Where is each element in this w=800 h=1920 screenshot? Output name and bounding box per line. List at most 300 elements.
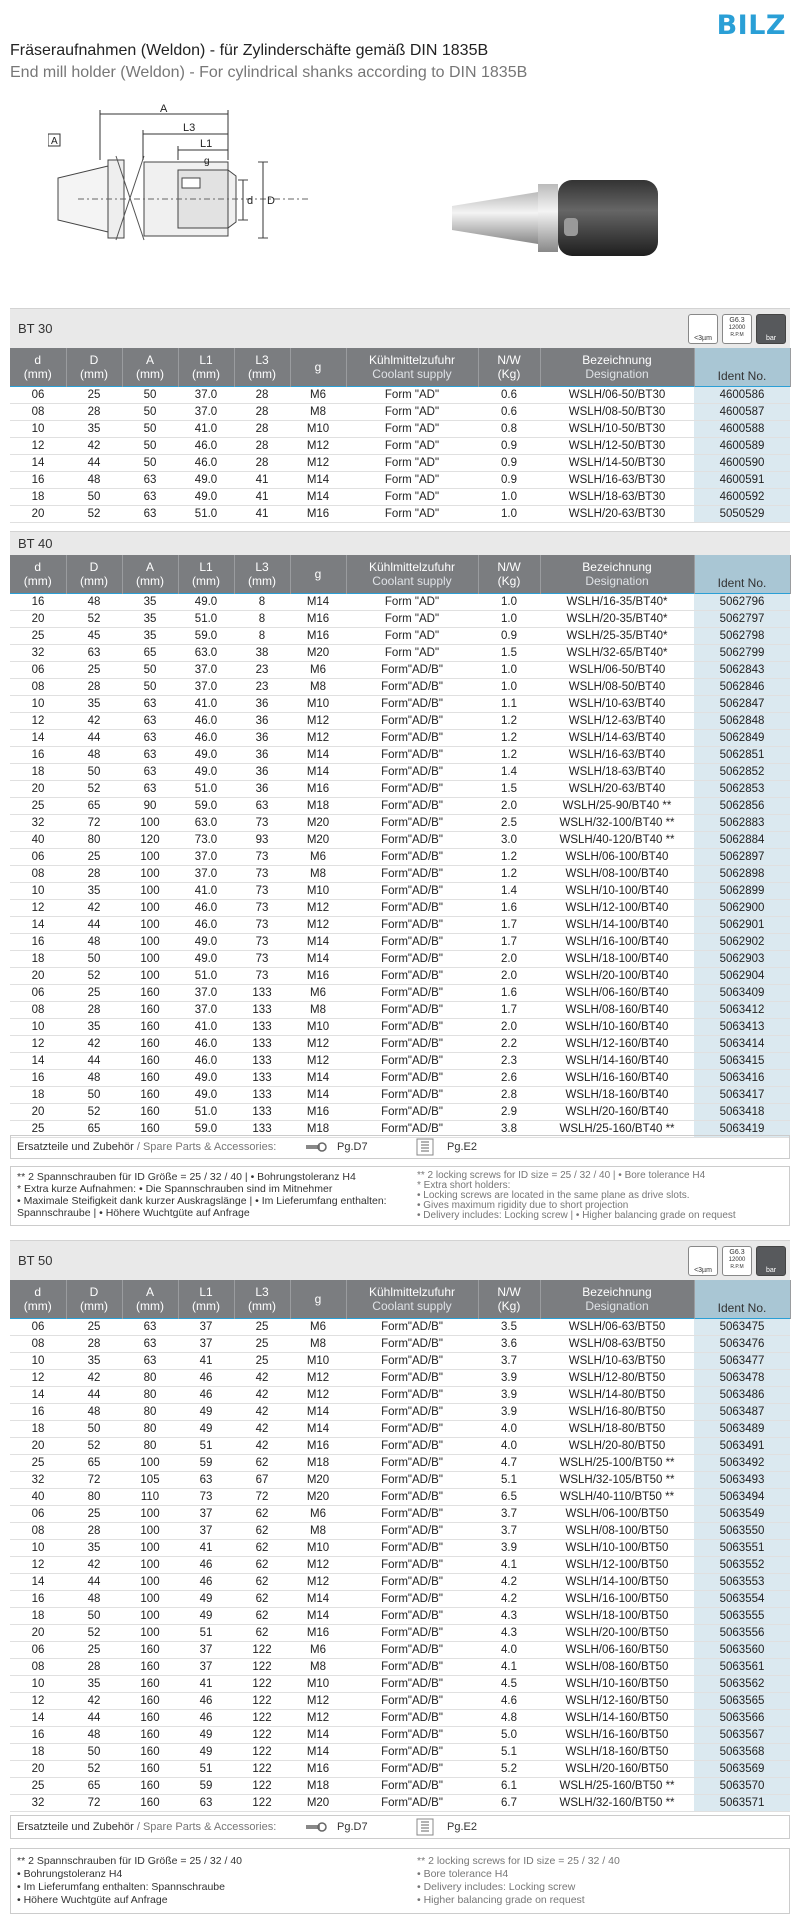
col-weight-cell: 1.7 <box>478 933 540 950</box>
col-g-cell: M8 <box>290 1522 346 1539</box>
col-designation-cell: WSLH/18-160/BT50 <box>540 1743 694 1760</box>
table-row <box>10 1709 790 1726</box>
table-row <box>10 1318 790 1335</box>
col-l3-cell: 8 <box>234 627 290 644</box>
spare-page-link-2[interactable]: Pg.E2 <box>447 1821 477 1833</box>
col-a-cell: 100 <box>122 1624 178 1641</box>
col-coolant-cell: Form"AD/B" <box>346 661 478 678</box>
col-d-cell: 12 <box>10 1369 66 1386</box>
col-big-d-header: D (mm) <box>66 1280 122 1318</box>
col-a-cell: 63 <box>122 1318 178 1335</box>
col-ident-cell: 5062846 <box>694 678 790 695</box>
col-designation-cell: WSLH/20-35/BT40* <box>540 610 694 627</box>
col-designation-cell: WSLH/08-160/BT50 <box>540 1658 694 1675</box>
col-a-cell: 160 <box>122 1120 178 1137</box>
spec-icons <box>688 1246 786 1276</box>
col-l1-cell: 41.0 <box>178 882 234 899</box>
col-big-d-cell: 52 <box>66 780 122 797</box>
col-big-d-cell: 35 <box>66 1539 122 1556</box>
col-g-cell: M20 <box>290 644 346 661</box>
col-coolant-cell: Form"AD/B" <box>346 695 478 712</box>
col-l1-cell: 41.0 <box>178 695 234 712</box>
table-row <box>10 797 790 814</box>
col-weight-cell: 2.6 <box>478 1069 540 1086</box>
col-big-d-cell: 48 <box>66 593 122 610</box>
col-a-cell: 160 <box>122 1641 178 1658</box>
col-a-cell: 110 <box>122 1488 178 1505</box>
col-a-cell: 63 <box>122 712 178 729</box>
section-bt30 <box>10 308 790 523</box>
col-big-d-cell: 50 <box>66 950 122 967</box>
col-g-cell: M20 <box>290 1488 346 1505</box>
table-row <box>10 780 790 797</box>
col-l1-header: L1 (mm) <box>178 1280 234 1318</box>
col-ident-cell: 5062856 <box>694 797 790 814</box>
table-row <box>10 848 790 865</box>
col-big-d-cell: 42 <box>66 899 122 916</box>
col-coolant-cell: Form"AD/B" <box>346 1403 478 1420</box>
spare-page-link-2[interactable]: Pg.E2 <box>447 1141 477 1153</box>
section-title: BT 40 <box>18 536 53 551</box>
table-row <box>10 1573 790 1590</box>
col-d-cell: 12 <box>10 437 66 454</box>
col-big-d-cell: 25 <box>66 1641 122 1658</box>
col-designation-cell: WSLH/14-100/BT40 <box>540 916 694 933</box>
col-coolant-cell: Form"AD/B" <box>346 1018 478 1035</box>
col-a-cell: 160 <box>122 1052 178 1069</box>
col-weight-cell: 0.8 <box>478 420 540 437</box>
dim-label-g: g <box>204 156 210 167</box>
col-ident-cell: 5063550 <box>694 1522 790 1539</box>
col-g-cell: M14 <box>290 1590 346 1607</box>
col-l3-cell: 36 <box>234 780 290 797</box>
col-big-d-cell: 42 <box>66 1556 122 1573</box>
col-ident-cell: 5063493 <box>694 1471 790 1488</box>
col-d-cell: 25 <box>10 1120 66 1137</box>
col-coolant-cell: Form "AD" <box>346 505 478 522</box>
col-designation-header: Bezeichnung Designation <box>540 1280 694 1318</box>
col-l3-cell: 28 <box>234 386 290 403</box>
col-weight-cell: 3.8 <box>478 1120 540 1137</box>
col-weight-cell: 2.3 <box>478 1052 540 1069</box>
col-coolant-cell: Form"AD/B" <box>346 1641 478 1658</box>
col-ident-cell: 5063555 <box>694 1607 790 1624</box>
page-subtitle: End mill holder (Weldon) - For cylindrical shanks according to DIN 1835B <box>10 64 528 81</box>
col-g-cell: M20 <box>290 1794 346 1811</box>
col-d-cell: 08 <box>10 403 66 420</box>
col-l3-cell: 133 <box>234 1035 290 1052</box>
col-coolant-cell: Form "AD" <box>346 627 478 644</box>
col-l1-cell: 41 <box>178 1352 234 1369</box>
col-l1-cell: 46 <box>178 1692 234 1709</box>
col-l3-cell: 122 <box>234 1641 290 1658</box>
table-row <box>10 814 790 831</box>
col-designation-cell: WSLH/25-100/BT50 ** <box>540 1454 694 1471</box>
col-weight-cell: 6.5 <box>478 1488 540 1505</box>
col-d-cell: 16 <box>10 1403 66 1420</box>
col-coolant-cell: Form "AD" <box>346 420 478 437</box>
col-l1-cell: 49.0 <box>178 933 234 950</box>
col-weight-cell: 5.1 <box>478 1471 540 1488</box>
col-weight-cell: 6.7 <box>478 1794 540 1811</box>
col-a-cell: 63 <box>122 746 178 763</box>
col-l1-cell: 37.0 <box>178 984 234 1001</box>
col-l3-cell: 133 <box>234 1018 290 1035</box>
col-designation-cell: WSLH/12-63/BT40 <box>540 712 694 729</box>
col-weight-cell: 1.2 <box>478 848 540 865</box>
table-row <box>10 471 790 488</box>
col-ident-cell: 5063554 <box>694 1590 790 1607</box>
col-weight-cell: 1.2 <box>478 865 540 882</box>
col-weight-cell: 0.9 <box>478 627 540 644</box>
col-l3-cell: 73 <box>234 848 290 865</box>
col-weight-cell: 4.6 <box>478 1692 540 1709</box>
col-g-cell: M8 <box>290 1001 346 1018</box>
col-weight-cell: 1.0 <box>478 610 540 627</box>
col-designation-cell: WSLH/25-160/BT40 ** <box>540 1120 694 1137</box>
col-a-cell: 100 <box>122 1522 178 1539</box>
col-d-cell: 16 <box>10 1590 66 1607</box>
col-big-d-cell: 48 <box>66 933 122 950</box>
col-l3-cell: 28 <box>234 420 290 437</box>
spare-parts-bar-bt40 <box>10 1135 790 1159</box>
col-d-cell: 12 <box>10 1692 66 1709</box>
col-g-cell: M10 <box>290 1539 346 1556</box>
col-designation-cell: WSLH/16-100/BT50 <box>540 1590 694 1607</box>
col-l1-cell: 49.0 <box>178 471 234 488</box>
col-l1-cell: 49 <box>178 1403 234 1420</box>
spare-label-en: / Spare Parts & Accessories: <box>136 1141 277 1153</box>
col-weight-cell: 3.9 <box>478 1539 540 1556</box>
col-ident-cell: 5063415 <box>694 1052 790 1069</box>
table-row <box>10 1086 790 1103</box>
col-coolant-cell: Form"AD/B" <box>346 1607 478 1624</box>
col-d-cell: 18 <box>10 763 66 780</box>
col-l1-header: L1 (mm) <box>178 348 234 386</box>
col-g-header: g <box>290 1280 346 1318</box>
col-l3-cell: 73 <box>234 933 290 950</box>
col-weight-cell: 4.0 <box>478 1437 540 1454</box>
col-weight-cell: 2.8 <box>478 1086 540 1103</box>
runout-icon: <3µm <box>688 1246 718 1276</box>
col-l3-cell: 73 <box>234 865 290 882</box>
section-header <box>10 308 790 348</box>
col-d-cell: 20 <box>10 780 66 797</box>
col-l1-cell: 59 <box>178 1454 234 1471</box>
col-weight-cell: 2.0 <box>478 950 540 967</box>
section-header <box>10 531 790 555</box>
col-designation-cell: WSLH/06-50/BT30 <box>540 386 694 403</box>
brand-logo: BILZ <box>716 10 786 41</box>
col-designation-cell: WSLH/12-100/BT40 <box>540 899 694 916</box>
col-coolant-cell: Form"AD/B" <box>346 729 478 746</box>
table-row <box>10 899 790 916</box>
col-weight-cell: 4.3 <box>478 1607 540 1624</box>
col-d-cell: 10 <box>10 420 66 437</box>
col-g-cell: M10 <box>290 695 346 712</box>
col-weight-cell: 1.0 <box>478 678 540 695</box>
col-weight-cell: 5.1 <box>478 1743 540 1760</box>
col-coolant-cell: Form"AD/B" <box>346 967 478 984</box>
col-l1-cell: 73.0 <box>178 831 234 848</box>
col-coolant-cell: Form"AD/B" <box>346 1369 478 1386</box>
col-designation-cell: WSLH/10-63/BT40 <box>540 695 694 712</box>
col-d-header: d (mm) <box>10 348 66 386</box>
col-ident-cell: 5063414 <box>694 1035 790 1052</box>
col-coolant-cell: Form"AD/B" <box>346 1539 478 1556</box>
col-big-d-cell: 50 <box>66 763 122 780</box>
col-l3-cell: 36 <box>234 729 290 746</box>
col-designation-cell: WSLH/08-50/BT30 <box>540 403 694 420</box>
col-g-cell: M6 <box>290 984 346 1001</box>
col-g-cell: M18 <box>290 1120 346 1137</box>
col-g-cell: M18 <box>290 797 346 814</box>
col-ident-cell: 5063553 <box>694 1573 790 1590</box>
col-weight-cell: 4.1 <box>478 1658 540 1675</box>
col-d-cell: 14 <box>10 1386 66 1403</box>
col-a-cell: 35 <box>122 627 178 644</box>
col-a-cell: 63 <box>122 1335 178 1352</box>
col-coolant-cell: Form "AD" <box>346 437 478 454</box>
col-d-cell: 08 <box>10 1335 66 1352</box>
col-coolant-cell: Form"AD/B" <box>346 1352 478 1369</box>
col-l3-cell: 25 <box>234 1335 290 1352</box>
col-big-d-cell: 28 <box>66 1522 122 1539</box>
col-g-cell: M12 <box>290 729 346 746</box>
col-ident-cell: 5063568 <box>694 1743 790 1760</box>
col-designation-cell: WSLH/14-100/BT50 <box>540 1573 694 1590</box>
col-l1-cell: 37 <box>178 1658 234 1675</box>
col-big-d-cell: 44 <box>66 454 122 471</box>
col-ident-cell: 5062899 <box>694 882 790 899</box>
col-l1-cell: 63.0 <box>178 644 234 661</box>
col-big-d-header: D (mm) <box>66 555 122 593</box>
col-d-cell: 20 <box>10 1760 66 1777</box>
note-line: • Höhere Wuchtgüte auf Anfrage <box>17 1894 168 1906</box>
col-ident-cell: 5063565 <box>694 1692 790 1709</box>
col-l3-cell: 28 <box>234 437 290 454</box>
table-row <box>10 1103 790 1120</box>
col-l3-cell: 25 <box>234 1318 290 1335</box>
table-row <box>10 831 790 848</box>
col-weight-cell: 4.2 <box>478 1590 540 1607</box>
col-ident-cell: 5062796 <box>694 593 790 610</box>
col-a-cell: 50 <box>122 678 178 695</box>
col-big-d-cell: 65 <box>66 1454 122 1471</box>
col-g-cell: M12 <box>290 1052 346 1069</box>
col-ident-cell: 5063409 <box>694 984 790 1001</box>
col-coolant-cell: Form"AD/B" <box>346 831 478 848</box>
col-l3-cell: 73 <box>234 916 290 933</box>
note-line: • Gives maximum rigidity due to short projection <box>417 1200 629 1211</box>
col-ident-cell: 5062847 <box>694 695 790 712</box>
col-ident-cell: 5063477 <box>694 1352 790 1369</box>
col-l1-cell: 37.0 <box>178 403 234 420</box>
col-coolant-header: Kühlmittelzufuhr Coolant supply <box>346 555 478 593</box>
col-d-cell: 08 <box>10 1522 66 1539</box>
col-ident-cell: 4600586 <box>694 386 790 403</box>
col-ident-cell: 5062797 <box>694 610 790 627</box>
table-row <box>10 1692 790 1709</box>
col-weight-cell: 2.2 <box>478 1035 540 1052</box>
col-designation-cell: WSLH/40-120/BT40 ** <box>540 831 694 848</box>
table-row <box>10 763 790 780</box>
col-l3-header: L3 (mm) <box>234 348 290 386</box>
col-d-cell: 14 <box>10 916 66 933</box>
col-coolant-cell: Form"AD/B" <box>346 950 478 967</box>
col-l3-cell: 62 <box>234 1505 290 1522</box>
col-weight-cell: 0.9 <box>478 454 540 471</box>
col-designation-cell: WSLH/18-63/BT40 <box>540 763 694 780</box>
col-a-cell: 160 <box>122 1743 178 1760</box>
table-row <box>10 712 790 729</box>
spare-page-link-1[interactable]: Pg.D7 <box>337 1821 368 1833</box>
table-row <box>10 627 790 644</box>
col-l3-cell: 42 <box>234 1386 290 1403</box>
col-l1-cell: 37 <box>178 1318 234 1335</box>
col-d-cell: 16 <box>10 593 66 610</box>
col-big-d-cell: 28 <box>66 678 122 695</box>
col-d-cell: 16 <box>10 1069 66 1086</box>
col-l1-cell: 49 <box>178 1420 234 1437</box>
col-ident-cell: 5063552 <box>694 1556 790 1573</box>
col-g-cell: M10 <box>290 420 346 437</box>
col-weight-cell: 2.5 <box>478 814 540 831</box>
col-g-cell: M10 <box>290 1018 346 1035</box>
col-l3-cell: 36 <box>234 763 290 780</box>
col-weight-cell: 1.5 <box>478 780 540 797</box>
col-designation-cell: WSLH/32-100/BT40 ** <box>540 814 694 831</box>
col-g-cell: M10 <box>290 882 346 899</box>
col-coolant-cell: Form"AD/B" <box>346 916 478 933</box>
table-row <box>10 1556 790 1573</box>
col-l1-cell: 49.0 <box>178 593 234 610</box>
col-ident-cell: 4600589 <box>694 437 790 454</box>
table-row <box>10 1539 790 1556</box>
col-g-cell: M12 <box>290 899 346 916</box>
col-d-cell: 10 <box>10 1018 66 1035</box>
col-l1-cell: 46 <box>178 1386 234 1403</box>
col-l3-cell: 122 <box>234 1794 290 1811</box>
col-coolant-cell: Form"AD/B" <box>346 746 478 763</box>
table-row <box>10 437 790 454</box>
col-l3-cell: 28 <box>234 403 290 420</box>
col-designation-cell: WSLH/14-160/BT40 <box>540 1052 694 1069</box>
col-l3-cell: 133 <box>234 1120 290 1137</box>
col-l1-cell: 59 <box>178 1777 234 1794</box>
spare-page-link-1[interactable]: Pg.D7 <box>337 1141 368 1153</box>
col-weight-cell: 5.2 <box>478 1760 540 1777</box>
col-l1-cell: 37.0 <box>178 386 234 403</box>
col-l1-cell: 41 <box>178 1539 234 1556</box>
col-l3-cell: 122 <box>234 1777 290 1794</box>
col-coolant-cell: Form "AD" <box>346 403 478 420</box>
col-l1-cell: 51.0 <box>178 1103 234 1120</box>
col-g-cell: M12 <box>290 437 346 454</box>
col-designation-cell: WSLH/10-160/BT40 <box>540 1018 694 1035</box>
col-d-cell: 06 <box>10 1505 66 1522</box>
col-g-cell: M12 <box>290 1573 346 1590</box>
col-a-cell: 160 <box>122 1001 178 1018</box>
col-l3-cell: 36 <box>234 746 290 763</box>
col-designation-cell: WSLH/06-160/BT40 <box>540 984 694 1001</box>
section-header <box>10 1240 790 1280</box>
col-g-cell: M14 <box>290 746 346 763</box>
col-g-cell: M16 <box>290 1437 346 1454</box>
col-ident-cell: 5063567 <box>694 1726 790 1743</box>
col-ident-cell: 5062903 <box>694 950 790 967</box>
col-big-d-cell: 35 <box>66 420 122 437</box>
col-coolant-cell: Form"AD/B" <box>346 1743 478 1760</box>
col-ident-cell: 5063556 <box>694 1624 790 1641</box>
col-designation-cell: WSLH/08-100/BT40 <box>540 865 694 882</box>
table-row <box>10 1607 790 1624</box>
col-designation-cell: WSLH/12-160/BT40 <box>540 1035 694 1052</box>
col-designation-cell: WSLH/12-100/BT50 <box>540 1556 694 1573</box>
col-weight-cell: 3.7 <box>478 1522 540 1539</box>
col-a-cell: 160 <box>122 1709 178 1726</box>
col-big-d-cell: 52 <box>66 1103 122 1120</box>
col-l3-cell: 41 <box>234 488 290 505</box>
table-header <box>10 1280 790 1318</box>
col-a-cell: 160 <box>122 1760 178 1777</box>
spare-label-de: Ersatzteile und Zubehör <box>17 1821 134 1833</box>
table-row <box>10 865 790 882</box>
col-ident-cell: 5063570 <box>694 1777 790 1794</box>
col-l1-cell: 49 <box>178 1607 234 1624</box>
col-d-cell: 08 <box>10 865 66 882</box>
page-title: Fräseraufnahmen (Weldon) - für Zylinderschäfte gemäß DIN 1835B <box>10 42 489 59</box>
col-l3-cell: 42 <box>234 1420 290 1437</box>
col-weight-cell: 1.2 <box>478 746 540 763</box>
note-line: • Bore tolerance H4 <box>417 1868 509 1880</box>
col-big-d-cell: 52 <box>66 1760 122 1777</box>
col-g-cell: M8 <box>290 1335 346 1352</box>
dim-label-l3: L3 <box>183 122 196 134</box>
col-a-cell: 100 <box>122 848 178 865</box>
col-weight-cell: 1.1 <box>478 695 540 712</box>
col-g-cell: M12 <box>290 1369 346 1386</box>
col-weight-cell: 3.9 <box>478 1403 540 1420</box>
col-designation-cell: WSLH/10-100/BT40 <box>540 882 694 899</box>
col-designation-cell: WSLH/32-65/BT40* <box>540 644 694 661</box>
col-a-cell: 90 <box>122 797 178 814</box>
col-weight-cell: 2.0 <box>478 797 540 814</box>
col-coolant-cell: Form "AD" <box>346 610 478 627</box>
col-a-cell: 35 <box>122 593 178 610</box>
col-ident-cell: 5062849 <box>694 729 790 746</box>
col-big-d-cell: 63 <box>66 644 122 661</box>
col-designation-cell: WSLH/18-100/BT40 <box>540 950 694 967</box>
col-a-cell: 100 <box>122 814 178 831</box>
col-a-cell: 160 <box>122 1035 178 1052</box>
col-d-cell: 06 <box>10 386 66 403</box>
col-ident-cell: 5062799 <box>694 644 790 661</box>
col-ident-cell: 5063416 <box>694 1069 790 1086</box>
notes-bt40 <box>10 1166 790 1226</box>
col-l1-cell: 37 <box>178 1641 234 1658</box>
col-l3-cell: 8 <box>234 593 290 610</box>
col-designation-cell: WSLH/32-160/BT50 ** <box>540 1794 694 1811</box>
table-row <box>10 1369 790 1386</box>
col-ident-cell: 5063419 <box>694 1120 790 1137</box>
col-a-cell: 100 <box>122 950 178 967</box>
col-d-cell: 12 <box>10 1556 66 1573</box>
col-g-cell: M8 <box>290 865 346 882</box>
col-weight-cell: 1.7 <box>478 1001 540 1018</box>
col-weight-cell: 3.7 <box>478 1352 540 1369</box>
col-coolant-cell: Form"AD/B" <box>346 763 478 780</box>
